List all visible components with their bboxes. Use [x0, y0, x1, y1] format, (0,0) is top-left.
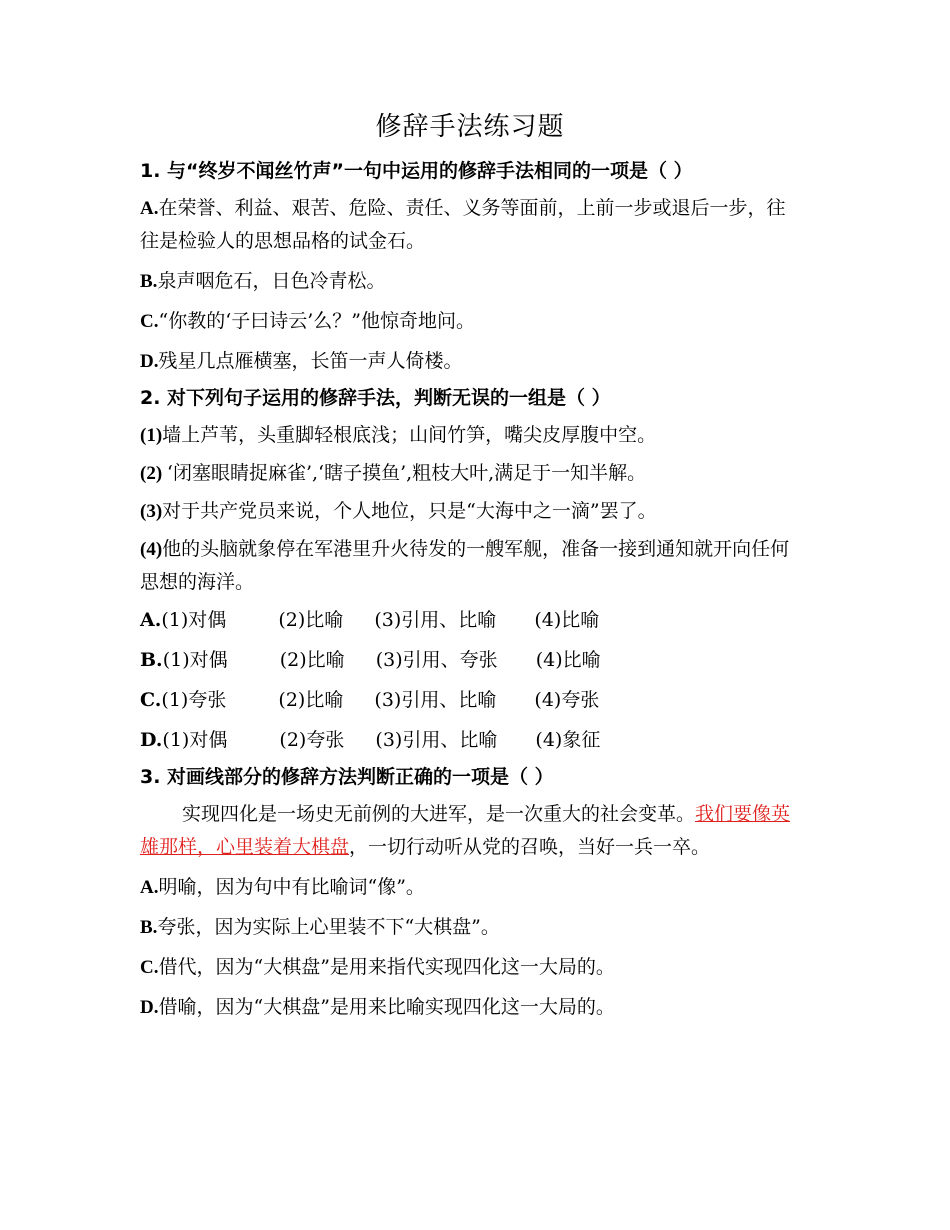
option-letter: D. [140, 351, 159, 372]
question-1 [140, 158, 800, 378]
option-text: 借喻，因为“大棋盘”是用来比喻实现四化这一大局的。 [158, 996, 615, 1018]
question-3-stem: 3. 对画线部分的修辞方法判断正确的一项是（ ） [140, 766, 554, 788]
option-letter: C. [140, 957, 159, 978]
option-item-4: (4)比喻 [534, 609, 600, 631]
option-item-1: (1)对偶 [162, 649, 228, 671]
question-3-option-a [140, 871, 800, 904]
option-text: 泉声咽危石，日色冷青松。 [157, 270, 386, 292]
option-item-2: (2)比喻 [278, 609, 344, 631]
sentence-text: 墙上芦苇，头重脚轻根底浅；山间竹笋，嘴尖皮厚腹中空。 [162, 424, 657, 446]
question-2-option-d [140, 724, 800, 757]
option-letter: A. [140, 609, 162, 631]
question-2-option-c [140, 684, 800, 717]
option-item-3: (3)引用、比喻 [374, 609, 497, 631]
sentence-text: 他的头脑就象停在军港里升火待发的一艘军舰，准备一接到通知就开向任何思想的海洋。 [140, 538, 790, 593]
option-item-4: (4)夸张 [534, 689, 600, 711]
option-text: 明喻，因为句中有比喻词“像”。 [158, 876, 425, 898]
option-item-2: (2)比喻 [278, 689, 344, 711]
option-item-1: (1)夸张 [161, 689, 227, 711]
option-letter: A. [140, 198, 159, 219]
question-3 [140, 764, 800, 1024]
option-letter: B. [140, 649, 163, 671]
sentence-number: (4) [140, 539, 163, 560]
underlined-phrase: 我们要像英雄那样，心里装着大棋盘 [140, 803, 791, 858]
option-letter: C. [140, 689, 162, 711]
option-item-4: (4)象征 [535, 729, 601, 751]
question-1-option-a [140, 192, 800, 258]
question-1-stem: 1. 与“终岁不闻丝竹声”一句中运用的修辞手法相同的一项是（ ） [140, 160, 693, 182]
sentence-number: (2) [140, 463, 167, 484]
option-text: 借代，因为“大棋盘”是用来指代实现四化这一大局的。 [158, 956, 615, 978]
option-item-4: (4)比喻 [535, 649, 601, 671]
option-item-1: (1)对偶 [162, 729, 228, 751]
option-item-3: (3)引用、夸张 [375, 649, 498, 671]
passage-text: ，一切行动听从党的召唤，当好一兵一卒。 [349, 836, 711, 858]
option-item-1: (1)对偶 [161, 609, 227, 631]
option-item-3: (3)引用、比喻 [374, 689, 497, 711]
option-text: “你教的‘子曰诗云’么？”他惊奇地问。 [158, 310, 475, 332]
question-2-sentence-4 [140, 533, 800, 599]
question-3-option-b [140, 911, 800, 944]
option-text: 残星几点雁横塞，长笛一声人倚楼。 [158, 350, 463, 372]
question-1-option-c [140, 305, 800, 338]
question-1-option-b [140, 265, 800, 298]
option-item-2: (2)比喻 [279, 649, 345, 671]
question-3-option-c [140, 951, 800, 984]
question-2-option-b [140, 644, 800, 677]
question-2-sentence-3 [140, 495, 800, 528]
question-3-option-d [140, 991, 800, 1024]
question-2-sentence-2 [140, 457, 800, 490]
option-item-2: (2)夸张 [279, 729, 345, 751]
option-text: 夸张，因为实际上心里装不下“大棋盘”。 [157, 916, 500, 938]
question-3-passage [140, 798, 800, 864]
sentence-number: (3) [140, 501, 163, 522]
question-2-stem: 2. 对下列句子运用的修辞手法，判断无误的一组是（ ） [140, 387, 611, 409]
option-letter: B. [140, 271, 158, 292]
option-letter: A. [140, 877, 159, 898]
option-letter: C. [140, 311, 159, 332]
worksheet-page [140, 110, 800, 1031]
option-letter: D. [140, 729, 163, 751]
question-2 [140, 385, 800, 757]
passage-text: 实现四化是一场史无前例的大进军，是一次重大的社会变革。 [182, 803, 696, 825]
option-item-3: (3)引用、比喻 [375, 729, 498, 751]
option-letter: B. [140, 917, 158, 938]
sentence-text: 对于共产党员来说，个人地位，只是“大海中之一滴”罢了。 [162, 500, 657, 522]
question-2-option-a [140, 604, 800, 637]
page-title: 修辞手法练习题 [375, 112, 565, 142]
question-2-sentence-1 [140, 419, 800, 452]
sentence-text: ‘闭塞眼睛捉麻雀’,‘瞎子摸鱼’,粗枝大叶,满足于一知半解。 [166, 462, 647, 484]
option-text: 在荣誉、利益、艰苦、危险、责任、义务等面前，上前一步或退后一步，往往是检验人的思想品格的试金石。 [140, 197, 786, 252]
sentence-number: (1) [140, 425, 163, 446]
option-letter: D. [140, 997, 159, 1018]
question-1-option-d [140, 345, 800, 378]
